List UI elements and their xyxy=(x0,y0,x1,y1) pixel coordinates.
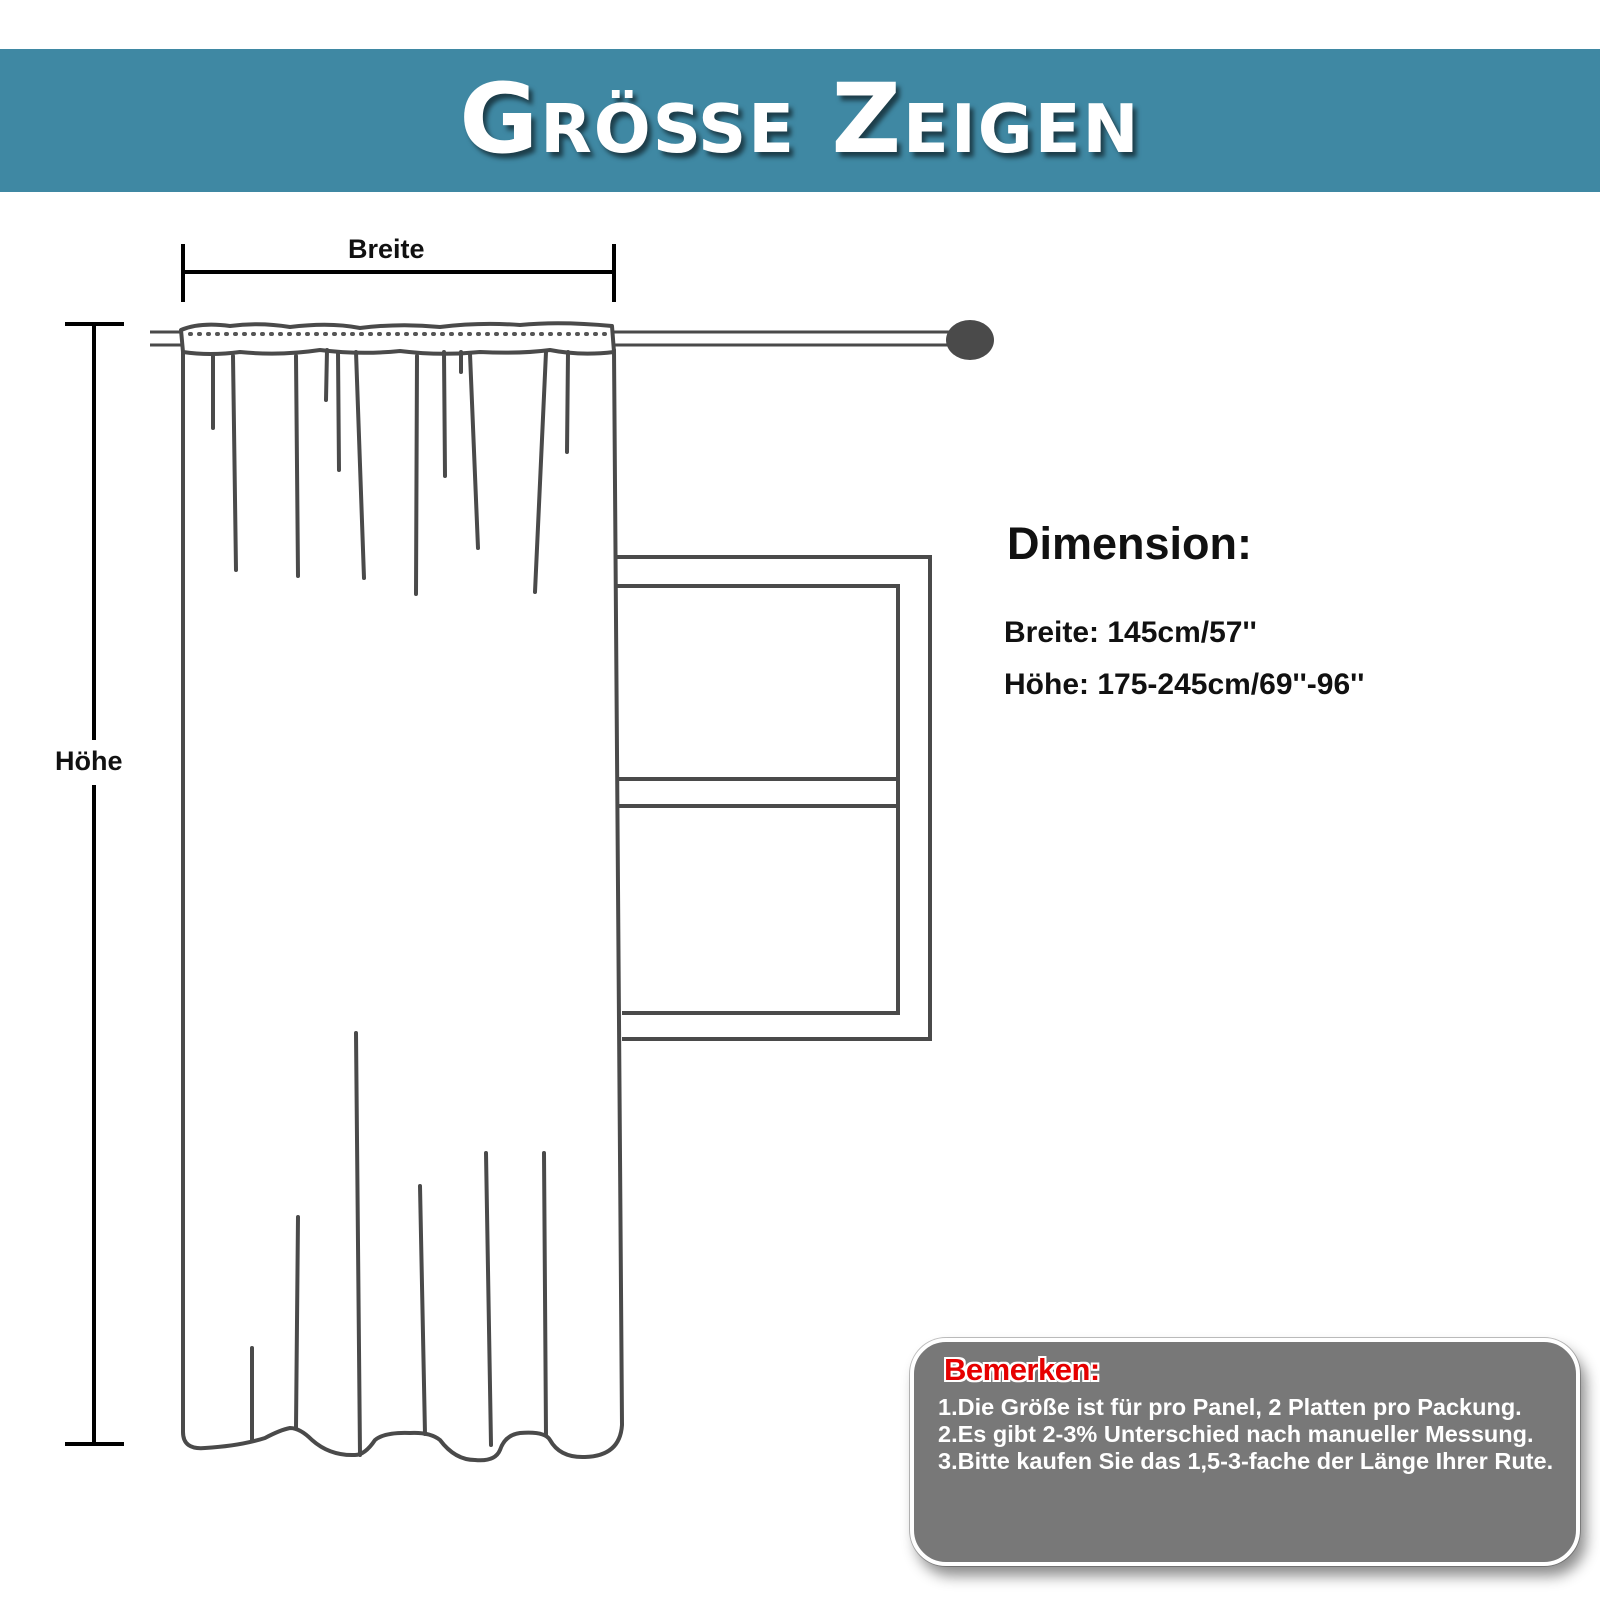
dimension-title: Dimension: xyxy=(1007,518,1253,569)
page-title: Größe Zeigen xyxy=(459,62,1141,175)
note-item: 1.Die Größe ist für pro Panel, 2 Platten pro Packung. xyxy=(938,1394,1522,1420)
dimension-section xyxy=(1004,518,1365,720)
note-item: 3.Bitte kaufen Sie das 1,5-3-fache der Länge Ihrer Rute. xyxy=(938,1448,1554,1474)
dimension-height-label: Höhe: xyxy=(1004,668,1089,701)
dimension-height-value: 175-245cm/69''-96'' xyxy=(1097,668,1365,701)
dimension-width-label: Breite: xyxy=(1004,616,1100,649)
window-frame xyxy=(611,557,930,1039)
dimension-width-row xyxy=(1004,616,1364,650)
curtain-panel xyxy=(181,323,622,1460)
notes-title: Bemerken: xyxy=(944,1352,1100,1387)
width-label: Breite xyxy=(348,234,425,264)
dimension-height-row xyxy=(1004,668,1364,702)
notes-list xyxy=(938,1394,1556,1474)
rod-finial-icon xyxy=(946,320,994,360)
note-item: 2.Es gibt 2-3% Unterschied nach manueller Messung. xyxy=(938,1421,1534,1447)
dimension-width-value: 145cm/57'' xyxy=(1107,616,1257,649)
height-label: Höhe xyxy=(55,744,123,779)
notes-box xyxy=(910,1338,1580,1566)
height-measure-bar xyxy=(65,324,124,1444)
